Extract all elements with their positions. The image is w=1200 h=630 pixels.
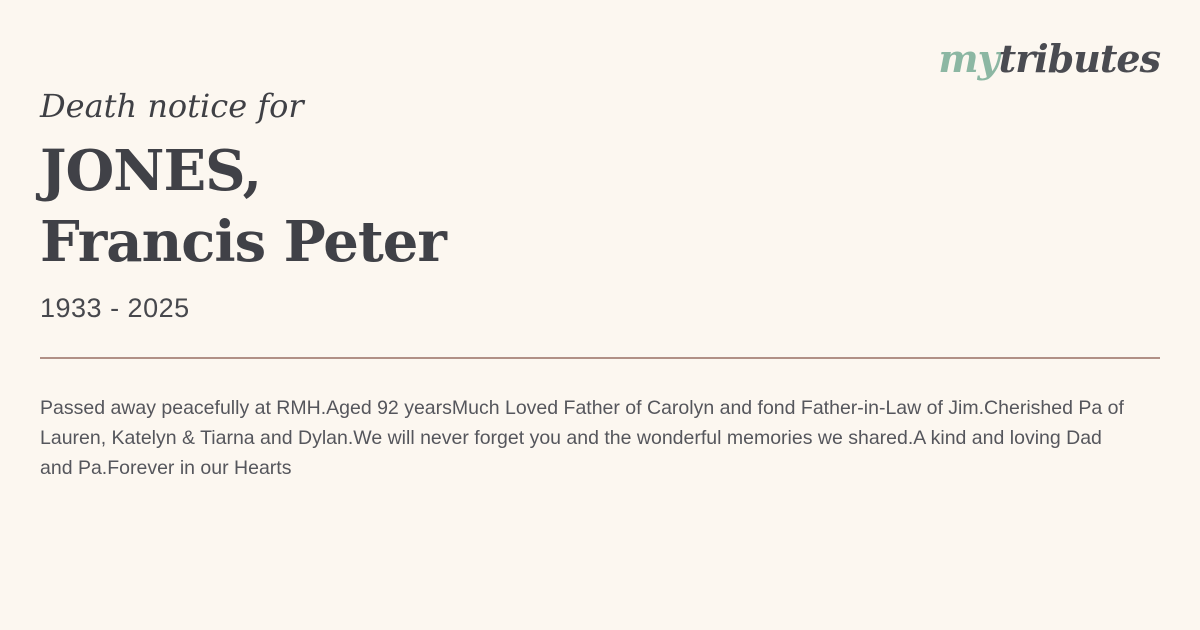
deceased-name	[40, 136, 1160, 278]
life-years: 1933 - 2025	[40, 293, 190, 323]
deceased-given-names: Francis Peter	[40, 209, 446, 275]
logo-text-my: my	[938, 36, 999, 81]
divider-line	[40, 357, 1160, 359]
notice-body-text: Passed away peacefully at RMH.Aged 92 yearsMuch Loved Father of Carolyn and fond Father-in-Law of Jim.Cherished Pa of Lauren, Katelyn & Tiarna and Dylan.We will never forget you and the wonderful memories we shared.A kind and loving Dad and Pa.Forever in our Hearts	[40, 397, 1124, 479]
logo-text-tributes: tributes	[998, 36, 1160, 81]
mytributes-logo	[938, 36, 1160, 81]
deceased-surname: JONES,	[40, 138, 262, 204]
kicker-death-notice-for: Death notice for	[40, 87, 304, 125]
